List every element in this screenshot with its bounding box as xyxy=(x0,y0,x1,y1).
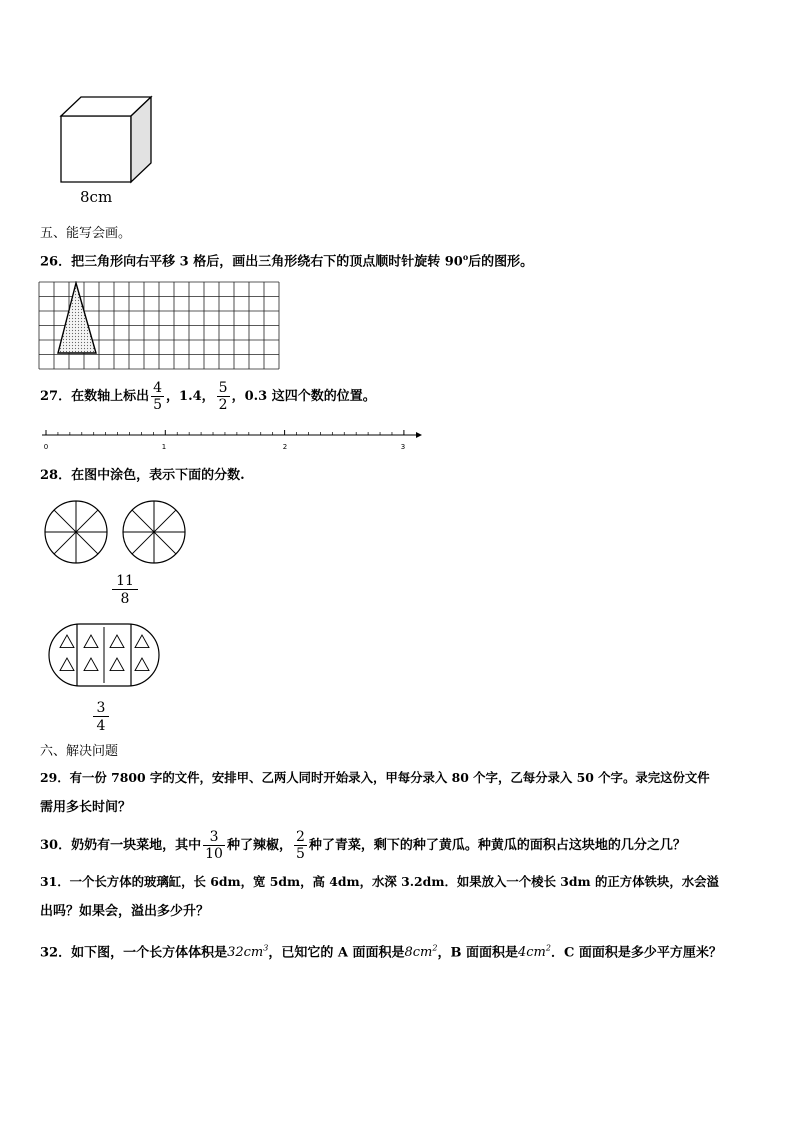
q27-frac1-num: 4 xyxy=(153,380,163,396)
q31-number: 31． xyxy=(40,874,70,889)
q32-after: ．C 面面积是多少平方厘米？ xyxy=(550,945,722,961)
axis-label-0: 0 xyxy=(43,443,49,451)
q27-frac2-num: 5 xyxy=(218,380,228,396)
q30-before: 奶奶有一块菜地，其中 xyxy=(71,838,202,853)
number-line[interactable] xyxy=(38,428,424,454)
q26-body: 把三角形向右平移 3 格后，画出三角形绕右下的顶点顺时针旋转 90 xyxy=(71,254,463,270)
q30-frac1 xyxy=(203,829,225,862)
axis-ticks xyxy=(46,430,404,435)
circle-right[interactable] xyxy=(123,501,185,563)
frac-oval-num: 3 xyxy=(93,700,109,717)
section5-heading: 五、能写会画。 xyxy=(40,226,132,241)
cube-front-face xyxy=(61,116,131,182)
q27-frac1 xyxy=(151,380,164,413)
q26-text xyxy=(40,248,533,271)
q28-frac-oval xyxy=(93,700,109,735)
q27-text xyxy=(40,377,376,417)
q29-number: 29． xyxy=(40,770,70,785)
oval-figure[interactable] xyxy=(47,621,163,691)
cube-figure xyxy=(55,92,160,190)
q31-line2: 出吗？如果会，溢出多少升？ xyxy=(40,904,210,919)
q32-number: 32． xyxy=(40,945,72,961)
q32-area-a-value: 8cm xyxy=(404,945,433,961)
q26-number: 26． xyxy=(40,254,72,270)
q27-frac2-den: 2 xyxy=(218,397,228,413)
q27-mid1: ，1.4， xyxy=(166,389,215,404)
q29-line1 xyxy=(40,769,710,787)
q27-before: 在数轴上标出 xyxy=(71,389,150,404)
q30-frac2-num: 2 xyxy=(295,829,305,845)
circles-figure[interactable] xyxy=(42,498,192,566)
q26-degree: o xyxy=(462,252,469,262)
q28-text xyxy=(40,467,245,485)
q32-area-a-exp: 2 xyxy=(432,944,438,953)
q32-area-b xyxy=(518,945,551,960)
q28-number: 28． xyxy=(40,468,72,483)
q29-body: 有一份 7800 字的文件，安排甲、乙两人同时开始录入，甲每分录入 80 个字，乙每分录入 50 个字。录完这份文件 xyxy=(69,770,710,785)
q32-text xyxy=(40,940,722,962)
q32-volume-value: 32cm xyxy=(227,945,264,961)
q27-frac1-den: 5 xyxy=(153,397,163,413)
q30-number: 30． xyxy=(40,838,72,853)
frac-circles-num: 11 xyxy=(112,573,138,590)
q27-number: 27． xyxy=(40,389,72,404)
section6-heading: 六、解决问题 xyxy=(40,744,119,759)
q29-line2: 需用多长时间？ xyxy=(40,800,132,815)
grid-figure[interactable] xyxy=(38,281,281,371)
triangle-shape[interactable] xyxy=(58,283,96,353)
frac-circles-den: 8 xyxy=(120,591,130,607)
q32-volume-exp: 3 xyxy=(263,944,269,953)
axis-label-2: 2 xyxy=(282,443,288,451)
q30-mid: 种了辣椒， xyxy=(226,838,292,853)
q32-mid2: ，B 面面积是 xyxy=(437,945,518,961)
q30-frac2-den: 5 xyxy=(295,846,305,862)
q32-area-b-exp: 2 xyxy=(545,944,551,953)
frac-oval-den: 4 xyxy=(96,718,106,734)
q30-frac2 xyxy=(294,829,307,862)
cube-edge-label: 8cm xyxy=(80,188,113,206)
q30-frac1-num: 3 xyxy=(203,829,225,846)
axis-label-1: 1 xyxy=(161,443,167,451)
q32-volume xyxy=(227,945,268,960)
q27-frac2 xyxy=(217,380,230,413)
q32-area-b-value: 4cm xyxy=(518,945,546,961)
q30-frac1-den: 10 xyxy=(205,846,223,862)
q26-body-end: 后的图形。 xyxy=(468,254,534,270)
axis-label-3: 3 xyxy=(400,443,406,451)
q28-frac-circles xyxy=(112,573,138,608)
q27-after: ，0.3 这四个数的位置。 xyxy=(231,389,376,404)
q31-body: 一个长方体的玻璃缸，长 6dm，宽 5dm，高 4dm，水深 3.2dm．如果放入一个棱长 3dm 的正方体铁块，水会溢 xyxy=(69,874,719,889)
q32-before: 如下图，一个长方体体积是 xyxy=(71,945,228,961)
q30-after: 种了青菜，剩下的种了黄瓜。种黄瓜的面积占这块地的几分之几？ xyxy=(308,838,686,853)
q32-area-a xyxy=(405,945,438,960)
q28-body: 在图中涂色，表示下面的分数. xyxy=(71,468,245,483)
q31-line1 xyxy=(40,873,719,891)
q30-text xyxy=(40,826,686,866)
q32-mid1: ，已知它的 A 面面积是 xyxy=(268,945,405,961)
circle-left[interactable] xyxy=(45,501,107,563)
arrow-head-icon xyxy=(416,432,422,438)
